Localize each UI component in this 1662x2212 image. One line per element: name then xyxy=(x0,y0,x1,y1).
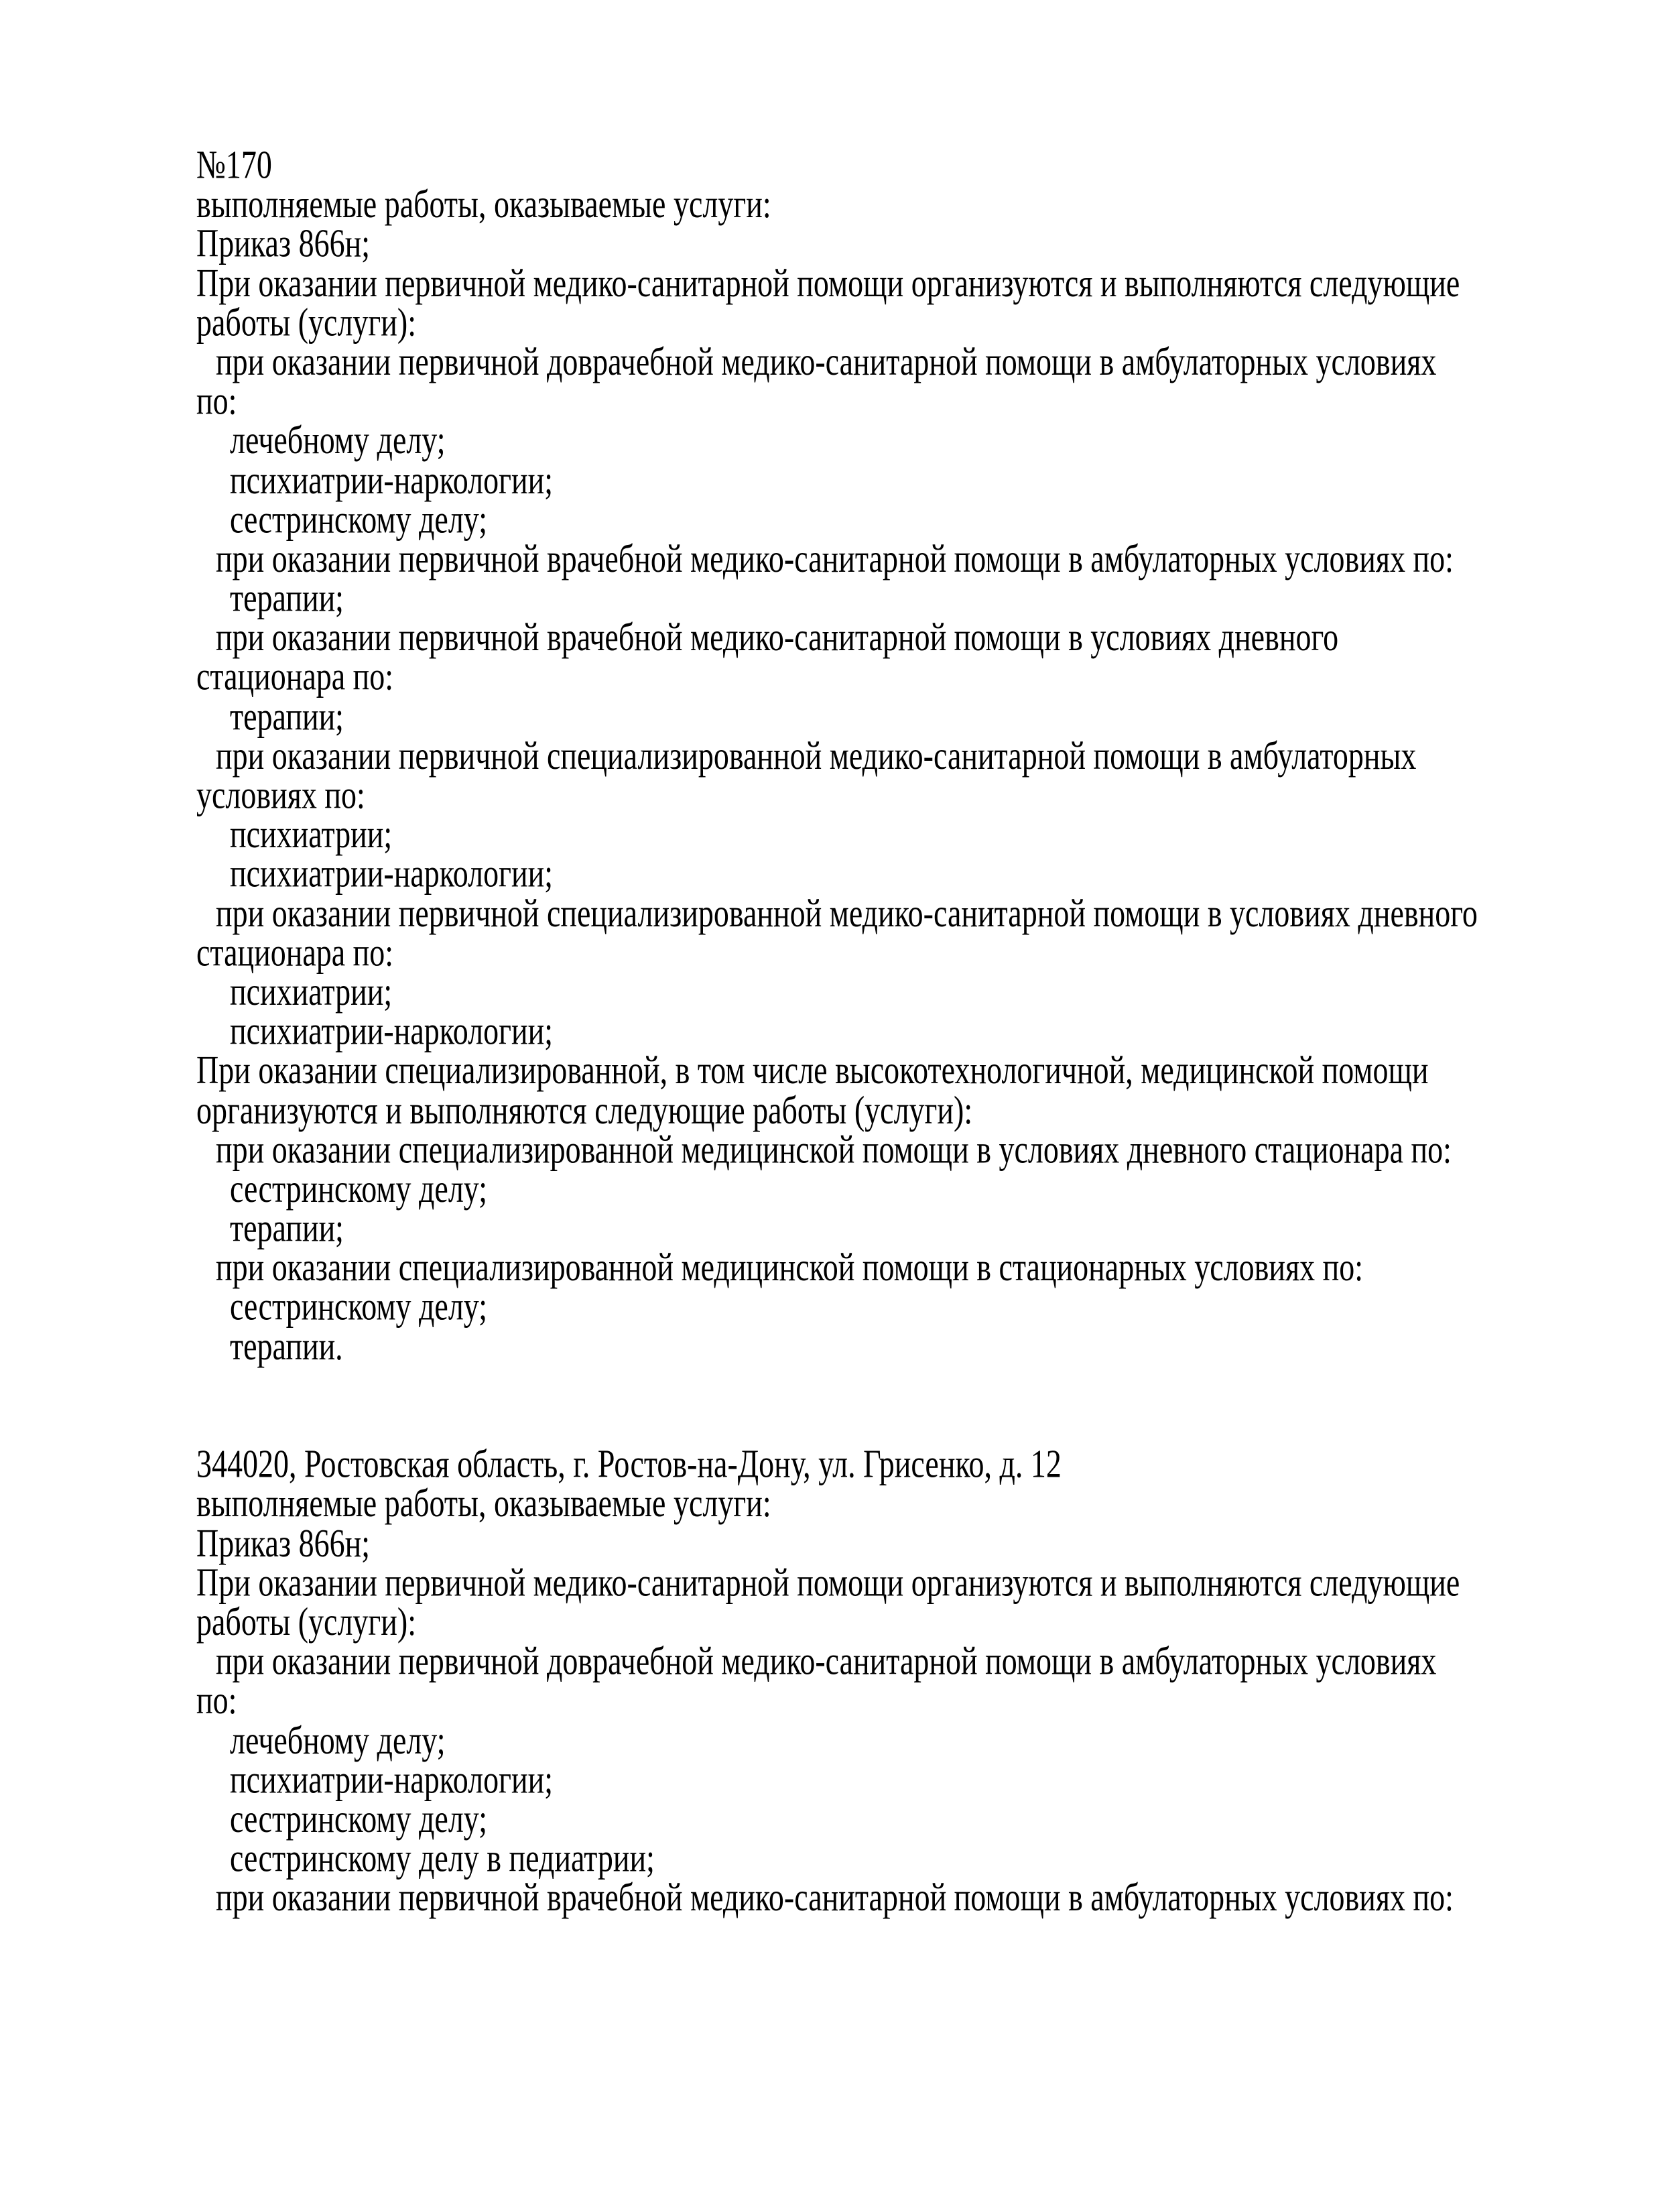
text-line: психиатрии; xyxy=(230,969,393,1014)
text-line: при оказании первичной специализированной медико-санитарной помощи в амбулаторных xyxy=(216,733,1417,778)
text-line: При оказании специализированной, в том числе высокотехнологичной, медицинской помощи xyxy=(196,1048,1429,1093)
document-text-block xyxy=(196,142,1604,1920)
text-line: лечебному делу; xyxy=(230,1717,446,1762)
text-line: психиатрии-наркологии; xyxy=(230,851,553,896)
text-line: выполняемые работы, оказываемые услуги: xyxy=(196,181,771,227)
text-line: №170 xyxy=(196,142,272,187)
text-line: сестринскому делу; xyxy=(230,1796,487,1841)
text-line: выполняемые работы, оказываемые услуги: xyxy=(196,1481,771,1526)
text-line: При оказании первичной медико-санитарной помощи организуются и выполняются следующие xyxy=(196,260,1460,305)
text-line: при оказании первичной доврачебной медико-санитарной помощи в амбулаторных условиях xyxy=(216,1638,1437,1683)
text-line: терапии; xyxy=(230,1205,344,1250)
text-line: психиатрии-наркологии; xyxy=(230,1008,553,1053)
text-line: психиатрии-наркологии; xyxy=(230,457,553,502)
text-line: 344020, Ростовская область, г. Ростов-на-Дону, ул. Грисенко, д. 12 xyxy=(196,1441,1062,1486)
text-line: психиатрии; xyxy=(230,811,393,857)
text-line: сестринскому делу в педиатрии; xyxy=(230,1835,655,1880)
text-line: работы (услуги): xyxy=(196,300,416,345)
text-line: терапии; xyxy=(230,575,344,620)
text-line: при оказании первичной доврачебной медико-санитарной помощи в амбулаторных условиях xyxy=(216,339,1437,384)
blank-line xyxy=(196,1405,1604,1445)
text-line: сестринскому делу; xyxy=(230,496,487,542)
text-line: лечебному делу; xyxy=(230,418,446,463)
text-line: при оказании специализированной медицинской помощи в стационарных условиях по: xyxy=(216,1244,1363,1290)
text-line: по: xyxy=(196,1678,237,1723)
text-line: организуются и выполняются следующие работы (услуги): xyxy=(196,1087,973,1132)
text-line: по: xyxy=(196,378,237,423)
text-line: сестринскому делу; xyxy=(230,1166,487,1211)
text-line: сестринскому делу; xyxy=(230,1284,487,1329)
text-line: Приказ 866н; xyxy=(196,221,370,265)
text-line: стационара по: xyxy=(196,929,394,975)
text-line: при оказании первичной врачебной медико-санитарной помощи в амбулаторных условиях по: xyxy=(216,536,1454,580)
text-line: стационара по: xyxy=(196,654,394,699)
text-line: терапии; xyxy=(230,693,344,738)
text-line: при оказании первичной врачебной медико-санитарной помощи в амбулаторных условиях по: xyxy=(216,1874,1454,1920)
text-line: терапии. xyxy=(230,1323,343,1368)
blank-line xyxy=(196,1365,1604,1405)
text-line: при оказании специализированной медицинской помощи в условиях дневного стационара по: xyxy=(216,1126,1452,1171)
text-line: условиях по: xyxy=(196,772,365,817)
text-line: работы (услуги): xyxy=(196,1599,416,1644)
text-line: психиатрии-наркологии; xyxy=(230,1756,553,1801)
text-line: при оказании первичной врачебной медико-санитарной помощи в условиях дневного xyxy=(216,615,1339,660)
text-line: при оказании первичной специализированной медико-санитарной помощи в условиях дневного xyxy=(216,890,1478,935)
text-line: Приказ 866н; xyxy=(196,1520,370,1565)
text-line: При оказании первичной медико-санитарной помощи организуются и выполняются следующие xyxy=(196,1559,1460,1605)
